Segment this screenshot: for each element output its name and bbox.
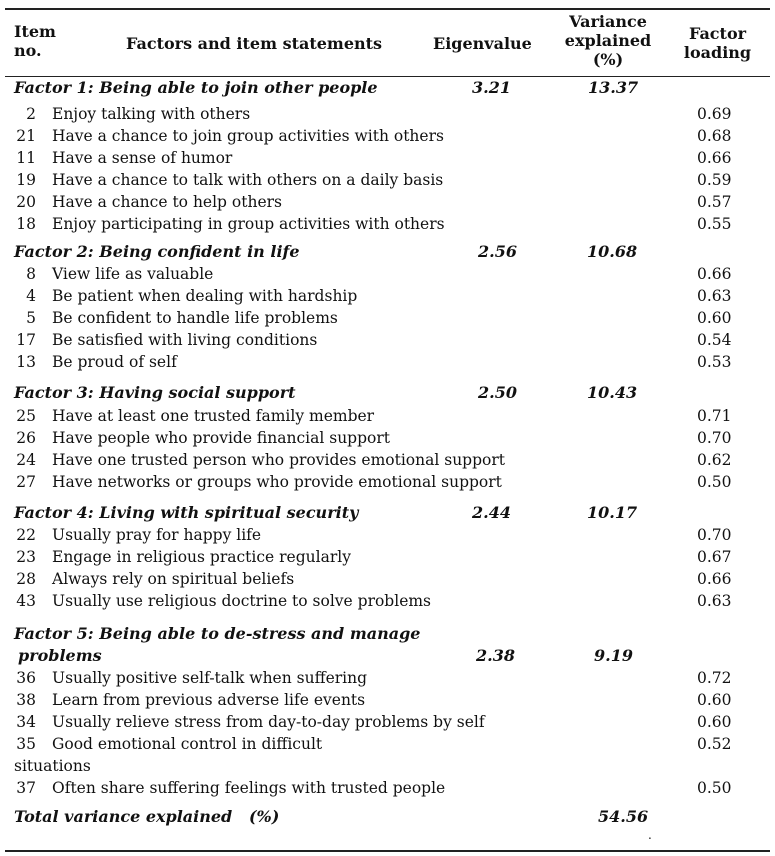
factor-2-variance: 10.68 (587, 242, 638, 261)
factor-5-title: Factor 5: Being able to de-stress and manage (14, 624, 421, 643)
factor-3-variance: 10.43 (587, 383, 638, 402)
factor-4-eigenvalue: 2.44 (472, 503, 511, 522)
factor-4-title: Factor 4: Living with spiritual security (14, 503, 359, 522)
header-rule (5, 76, 770, 77)
header-item-no: Item no. (14, 22, 56, 60)
factor-2-eigenvalue: 2.56 (478, 242, 517, 261)
header-variance: Variance explained (%) (564, 12, 652, 69)
top-rule (5, 8, 770, 10)
factor-1-eigenvalue: 3.21 (472, 78, 511, 97)
factor-3-title: Factor 3: Having social support (14, 383, 296, 402)
header-loading: Factor loading (683, 24, 752, 62)
total-variance: 54.56 (598, 807, 649, 826)
factor-5-variance: 9.19 (594, 646, 633, 665)
total-label: Total variance explained (%) (14, 807, 280, 826)
factor-5-eigenvalue: 2.38 (476, 646, 515, 665)
header-eigenvalue: Eigenvalue (433, 34, 532, 53)
factor-5-title-line-2: problems (18, 646, 102, 665)
factor-3-eigenvalue: 2.50 (478, 383, 517, 402)
factor-2-title: Factor 2: Being confident in life (14, 242, 300, 261)
header-factors: Factors and item statements (126, 34, 383, 53)
factor-1-title: Factor 1: Being able to join other people (14, 78, 378, 97)
factor-1-variance: 13.37 (588, 78, 639, 97)
bottom-rule (5, 850, 770, 852)
stray-mark: . (648, 828, 652, 842)
factor-4-variance: 10.17 (587, 503, 638, 522)
